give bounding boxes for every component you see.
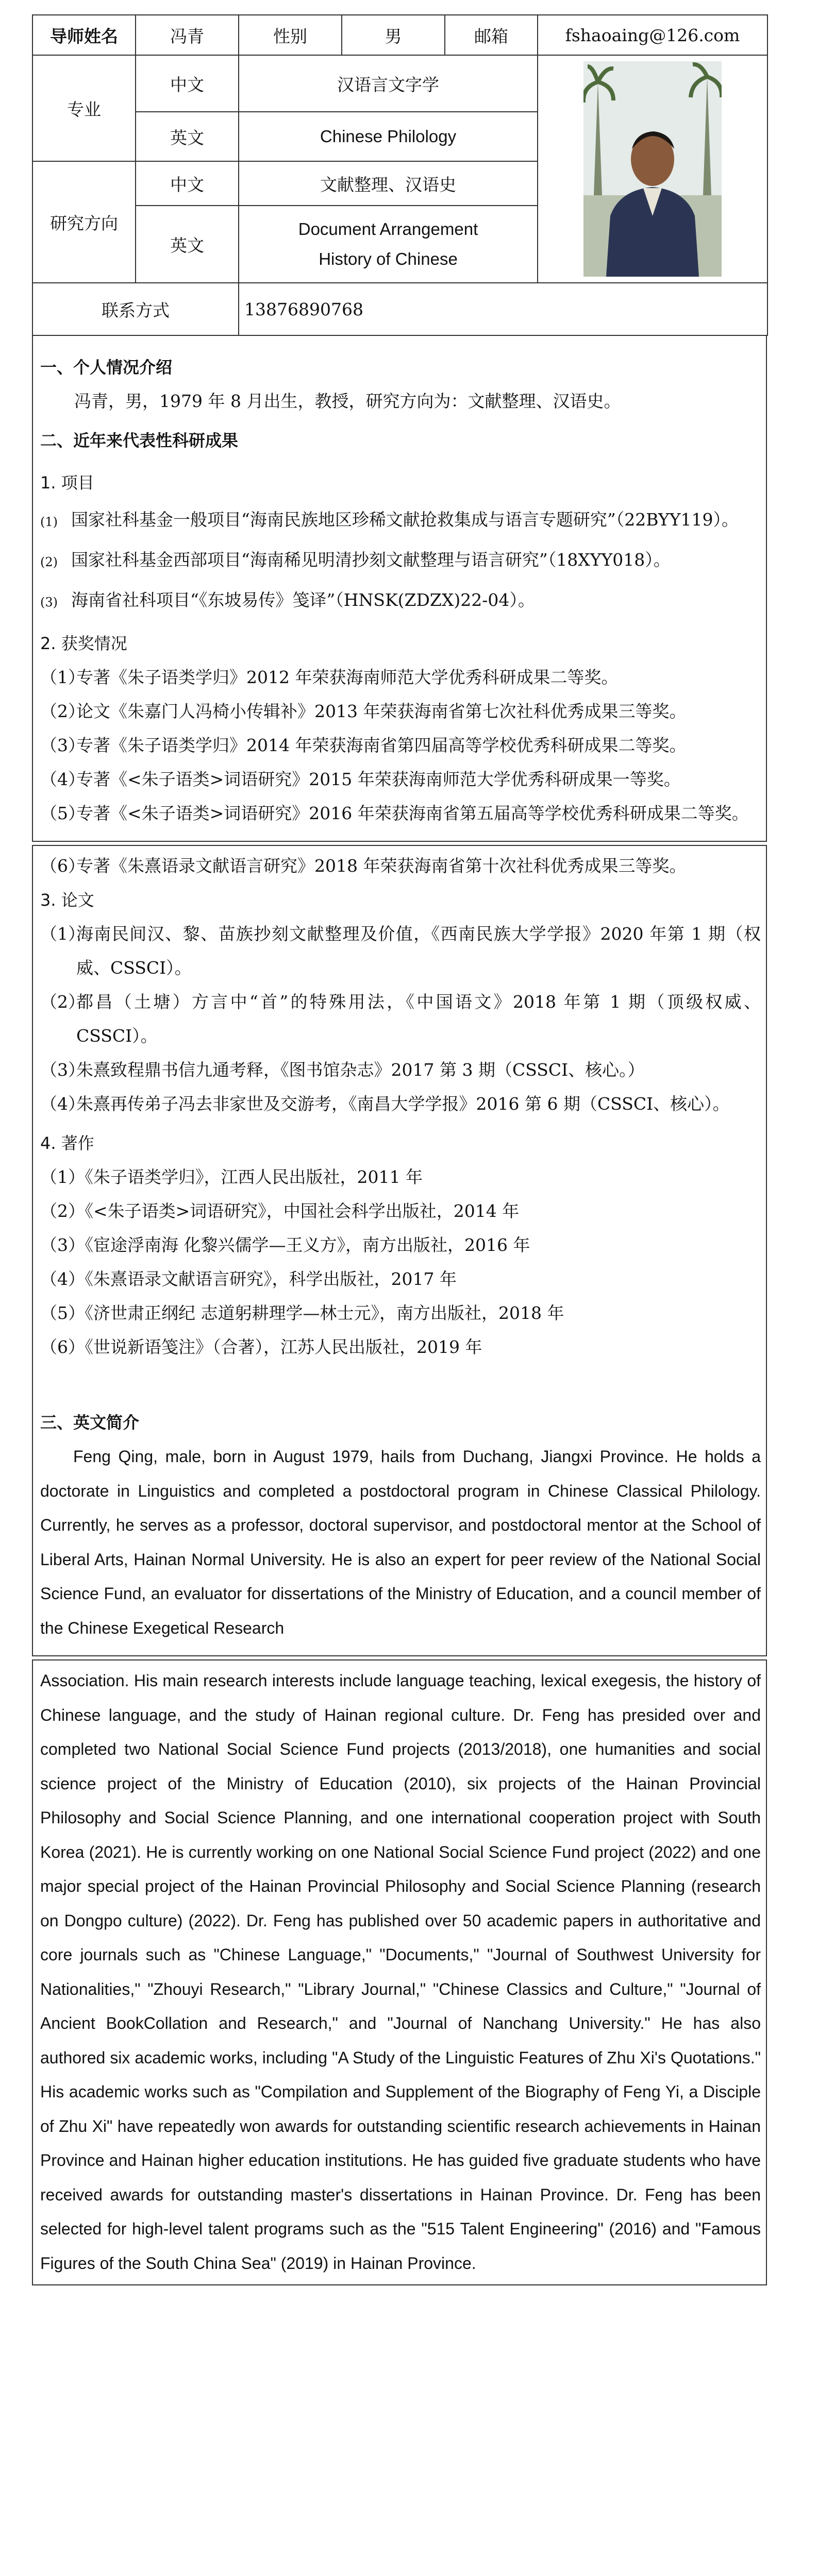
item-number: (3) (40, 595, 58, 609)
item-text: 国家社科基金一般项目“海南民族地区珍稀文献抢救集成与语言专题研究”（22BYY119）。 (71, 510, 739, 530)
item-number: （1） (40, 667, 85, 687)
list-item (40, 1053, 761, 1087)
item-number: （4） (40, 1094, 85, 1114)
list-item (40, 583, 761, 619)
photo-cell (538, 55, 767, 283)
content-box-2 (32, 845, 767, 1656)
list-item (40, 694, 761, 728)
list-item (40, 728, 761, 762)
research-cn-value: 文献整理、汉语史 (239, 161, 538, 206)
item-text: 《济世肃正纲纪 志道躬耕理学—林士元》，南方出版社，2018 年 (76, 1303, 564, 1323)
item-text: 《宦途浮南海 化黎兴儒学—王义方》，南方出版社，2016 年 (76, 1235, 530, 1255)
list-item (40, 985, 761, 1053)
section-1-title: 一、个人情况介绍 (40, 358, 173, 377)
list-item (40, 543, 761, 579)
list-item (40, 1330, 761, 1364)
major-label: 专业 (32, 55, 136, 161)
item-text: 专著《<朱子语类>词语研究》2015 年荣获海南师范大学优秀科研成果一等奖。 (76, 769, 681, 789)
item-number: （2） (40, 992, 85, 1012)
info-table (32, 14, 768, 336)
item-text: 论文《朱嘉门人冯椅小传辑补》2013 年荣获海南省第七次社科优秀成果三等奖。 (76, 701, 687, 721)
papers-title: 3. 论文 (40, 890, 94, 910)
contact-label: 联系方式 (32, 283, 239, 335)
item-number: （3） (40, 1235, 85, 1255)
research-en-line-1: Document Arrangement (298, 219, 478, 239)
major-cn-label: 中文 (136, 55, 239, 112)
list-item (40, 917, 761, 985)
gender-value: 男 (342, 15, 445, 55)
item-text: 朱熹再传弟子冯去非家世及交游考，《南昌大学学报》2016 第 6 期（CSSCI、核心）。 (76, 1094, 730, 1114)
email-label: 邮箱 (445, 15, 538, 55)
item-text: 专著《<朱子语类>词语研究》2016 年荣获海南省第五届高等学校优秀科研成果二等奖。 (76, 803, 749, 823)
item-number: （5） (40, 803, 85, 823)
content-box-3 (32, 1659, 767, 2285)
list-item (40, 503, 761, 539)
list-item (40, 1296, 761, 1330)
section-1-text: 冯青，男，1979 年 8 月出生，教授，研究方向为：文献整理、汉语史。 (74, 391, 621, 411)
item-text: 《朱熹语录文献语言研究》，科学出版社，2017 年 (76, 1269, 457, 1289)
major-en-label: 英文 (136, 112, 239, 161)
name-label: 导师姓名 (32, 15, 136, 55)
list-item (40, 849, 761, 883)
list-item (40, 1194, 761, 1228)
item-number: （4） (40, 1269, 85, 1289)
major-en-value: Chinese Philology (239, 112, 538, 161)
research-cn-label: 中文 (136, 161, 239, 206)
major-cn-value: 汉语言文字学 (239, 55, 538, 112)
item-number: （6） (40, 1337, 85, 1357)
profile-sheet (32, 14, 767, 2285)
item-text: 专著《朱子语类学归》2012 年荣获海南师范大学优秀科研成果二等奖。 (76, 667, 619, 687)
research-label: 研究方向 (32, 161, 136, 283)
item-number: （2） (40, 1201, 85, 1221)
projects-title: 1. 项目 (40, 473, 94, 493)
list-item (40, 1262, 761, 1296)
item-text: 朱熹致程鼎书信九通考释，《图书馆杂志》2017 第 3 期（CSSCI、核心。） (76, 1060, 645, 1080)
item-text: 《朱子语类学归》，江西人民出版社，2011 年 (76, 1167, 423, 1187)
item-text: 国家社科基金西部项目“海南稀见明清抄刻文献整理与语言研究”（18XYY018）。 (71, 550, 671, 570)
list-item (40, 796, 761, 831)
item-number: （5） (40, 1303, 85, 1323)
section-2-title: 二、近年来代表性科研成果 (40, 431, 239, 450)
item-number: （1） (40, 1167, 85, 1187)
item-text: 专著《朱子语类学归》2014 年荣获海南省第四届高等学校优秀科研成果二等奖。 (76, 735, 687, 755)
list-item (40, 1160, 761, 1194)
list-item (40, 660, 761, 694)
item-number: (1) (40, 515, 58, 529)
item-number: （3） (40, 1060, 85, 1080)
portrait-illustration (583, 61, 722, 277)
research-en-value (239, 206, 538, 283)
item-text: 《世说新语笺注》（合著），江苏人民出版社，2019 年 (76, 1337, 482, 1357)
item-number: （2） (40, 701, 85, 721)
portrait-photo (583, 61, 722, 277)
books-title: 4. 著作 (40, 1133, 94, 1153)
item-number: （3） (40, 735, 85, 755)
item-number: （1） (40, 924, 85, 944)
phone-value: 13876890768 (239, 283, 767, 335)
item-text: 《<朱子语类>词语研究》，中国社会科学出版社，2014 年 (76, 1201, 520, 1221)
content-box-1 (32, 336, 767, 842)
item-text: 都昌（土塘）方言中“首”的特殊用法，《中国语文》2018 年第 1 期（顶级权威、CSSCI）。 (76, 992, 761, 1046)
item-number: (2) (40, 555, 58, 569)
research-en-line-2: History of Chinese (319, 249, 458, 268)
research-en-label: 英文 (136, 206, 239, 283)
awards-title: 2. 获奖情况 (40, 634, 127, 653)
gender-label: 性别 (239, 15, 342, 55)
email-value: fshaoaing@126.com (538, 15, 767, 55)
list-item (40, 1228, 761, 1262)
item-number: （4） (40, 769, 85, 789)
english-intro-part-2: Association. His main research interests include language teaching, lexical exegesis, the history of Chinese language, and the study of Hainan regional culture. Dr. Feng has presided over and completed two National Social Science Fund projects (2013/2018), one humanities and social science project of the Ministry of Education (2010), six projects of the Hainan Provincial Philosophy and Social Science Planning, and one international cooperation project with South Korea (2021). He is currently working on one National Social Science Fund project (2022) and one major special project of the Hainan Provincial Philosophy and Social Science Planning (research on Dongpo culture) (2022). Dr. Feng has published over 50 academic papers in authoritative and core journals such as "Chinese Language," "Documents," "Journal of Southwest University for Nationalities," "Zhouyi Research," "Library Journal," "Chinese Classics and Culture," "Journal of Ancient BookCollation and Research," and "Journal of Nanchang University." He has also authored six academic works, including "A Study of the Linguistic Features of Zhu Xi's Quotations." His academic works such as "Compilation and Supplement of the Biography of Feng Yi, a Disciple of Zhu Xi" have repeatedly won awards for outstanding scientific research achievements in Hainan Province and Hainan higher education institutions. He has guided five graduate students who have received awards for outstanding master's dissertations in Hainan Province. Dr. Feng has been selected for high-level talent programs such as the "515 Talent Engineering" (2016) and "Famous Figures of the South China Sea" (2019) in Hainan Province. (40, 1671, 761, 2273)
spacer (40, 1364, 761, 1405)
section-3-title: 三、英文简介 (40, 1413, 140, 1432)
item-text: 专著《朱熹语录文献语言研究》2018 年荣获海南省第十次社科优秀成果三等奖。 (76, 856, 687, 876)
list-item (40, 1087, 761, 1121)
english-intro-part-1: Feng Qing, male, born in August 1979, hails from Duchang, Jiangxi Province. He holds a doctorate in Linguistics and completed a postdoctoral program in Chinese Classical Philology. Currently, he serves as a professor, doctoral supervisor, and postdoctoral mentor at the School of Liberal Arts, Hainan Normal University. He is also an expert for peer review of the National Social Science Fund, an evaluator for dissertations of the Ministry of Education, and a council member of the Chinese Exegetical Research (40, 1447, 761, 1637)
item-number: （6） (40, 856, 85, 876)
item-text: 海南民间汉、黎、苗族抄刻文献整理及价值，《西南民族大学学报》2020 年第 1 期（权威、CSSCI）。 (76, 924, 761, 978)
item-text: 海南省社科项目“《东坡易传》笺译”（HNSK(ZDZX)22-04）。 (71, 590, 535, 610)
list-item (40, 762, 761, 796)
name-value: 冯青 (136, 15, 239, 55)
